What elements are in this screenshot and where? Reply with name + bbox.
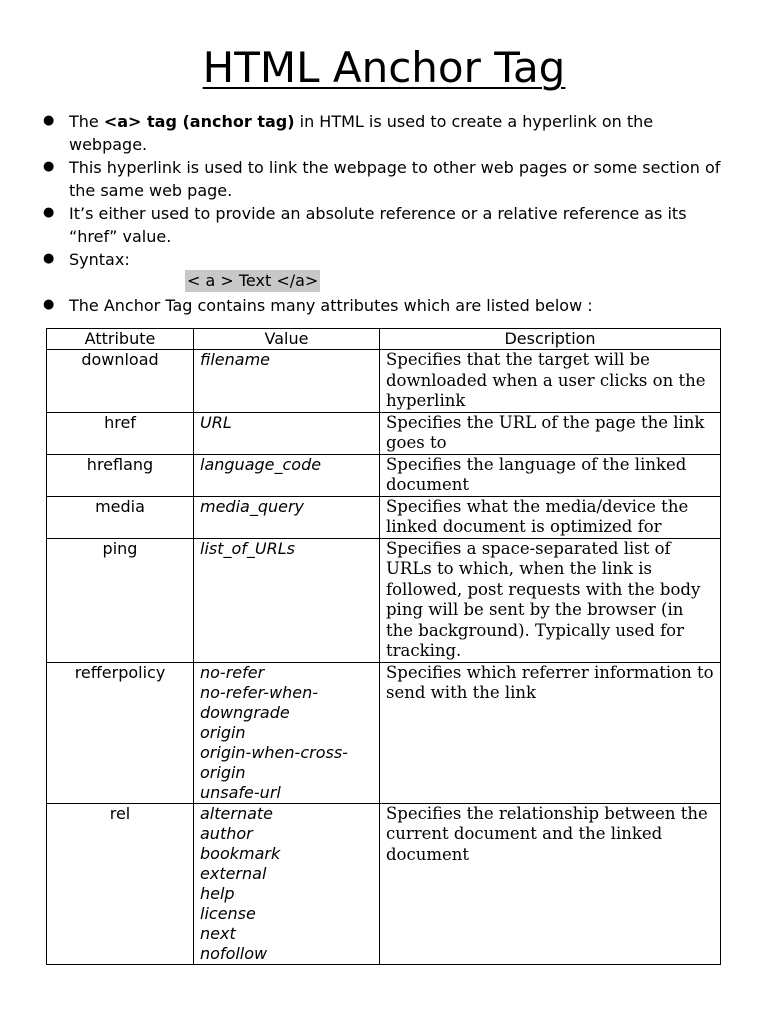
value-item: next [200, 923, 236, 943]
value-item: origin [200, 722, 246, 742]
value-item: bookmark [200, 843, 281, 863]
table-row [47, 662, 721, 803]
table-header-row [47, 329, 721, 350]
page-title [0, 42, 768, 94]
table-row [47, 350, 721, 413]
bullet-text: Syntax: [69, 250, 130, 269]
table-row [47, 454, 721, 496]
value-item: list_of_URLs [200, 538, 295, 558]
attribute-cell: href [47, 412, 194, 454]
description-cell: Specifies a space-separated list of URLs to which, when the link is followed, post requests with the body ping will be sent by the browser (in the background). Typically used for tracking. [380, 538, 721, 662]
bullet-text: The [69, 112, 104, 131]
value-cell [194, 350, 380, 413]
value-item: nofollow [200, 943, 268, 963]
value-item: no-refer-when-downgrade [200, 682, 319, 722]
attribute-cell: download [47, 350, 194, 413]
bullet-text: in HTML is used to create a hyperlink on the webpage. [69, 112, 654, 154]
table-row [47, 803, 721, 964]
table-body [47, 350, 721, 965]
attribute-cell: hreflang [47, 454, 194, 496]
description-cell: Specifies which referrer information to send with the link [380, 662, 721, 803]
value-cell [194, 803, 380, 964]
value-item: help [200, 883, 235, 903]
value-item: URL [200, 412, 232, 432]
attribute-cell: media [47, 496, 194, 538]
description-cell: Specifies the language of the linked document [380, 454, 721, 496]
column-header-description: Description [380, 329, 721, 350]
bullet-item [40, 110, 730, 156]
bullet-list-2 [40, 294, 730, 317]
description-cell: Specifies that the target will be downloaded when a user clicks on the hyperlink [380, 350, 721, 413]
value-cell [194, 412, 380, 454]
value-item: external [200, 863, 267, 883]
description-cell: Specifies the relationship between the current document and the linked document [380, 803, 721, 964]
column-header-attribute: Attribute [47, 329, 194, 350]
bullet-text: It’s either used to provide an absolute reference or a relative reference as its “href” value. [69, 204, 687, 246]
attribute-cell: refferpolicy [47, 662, 194, 803]
value-cell [194, 538, 380, 662]
bullet-text: This hyperlink is used to link the webpage to other web pages or some section of the same web page. [69, 158, 721, 200]
value-cell [194, 496, 380, 538]
bullet-list [40, 110, 730, 271]
description-cell: Specifies what the media/device the linked document is optimized for [380, 496, 721, 538]
value-cell [194, 454, 380, 496]
bullet-item [40, 156, 730, 202]
attribute-cell: rel [47, 803, 194, 964]
table-row [47, 496, 721, 538]
value-item: media_query [200, 496, 305, 516]
value-item: unsafe-url [200, 782, 281, 802]
value-item: origin-when-cross-origin [200, 742, 348, 782]
bullet-item [40, 202, 730, 248]
value-item: author [200, 823, 253, 843]
value-item: alternate [200, 803, 274, 823]
value-item: filename [200, 350, 270, 369]
page-title-text: HTML Anchor Tag [202, 43, 566, 92]
syntax-example: < a > Text </a> [187, 271, 319, 290]
bullet-bold-text: <a> tag (anchor tag) [103, 112, 295, 131]
table-row [47, 538, 721, 662]
attribute-cell: ping [47, 538, 194, 662]
table-row [47, 412, 721, 454]
attributes-table [46, 328, 721, 965]
column-header-value: Value [194, 329, 380, 350]
value-item: license [200, 903, 256, 923]
bullet-item: ● The Anchor Tag contains many attributes which are listed below : [40, 294, 730, 317]
bullet-item [40, 248, 730, 271]
description-cell: Specifies the URL of the page the link goes to [380, 412, 721, 454]
value-item: no-refer [200, 662, 265, 682]
value-cell [194, 662, 380, 803]
value-item: language_code [200, 454, 322, 474]
